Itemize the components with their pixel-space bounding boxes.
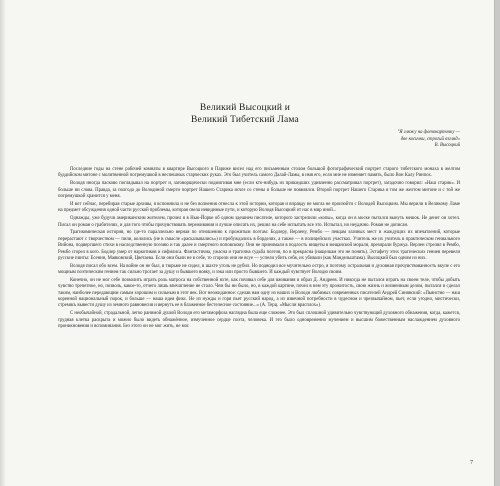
epigraph-line-2: две косички, строгий взгляд» <box>400 136 460 142</box>
title-line-1: Великий Высоцкий и <box>199 103 291 113</box>
epigraph-line-1: "Я гляжу на фотокарточку — <box>397 130 460 135</box>
paragraph: Последние годы на стене рабочей комнаты в квартире Высоцкого в Париже висел над его письменным столом большой фотографический портрет старого тибетского монаха в желтом буддийском митоне с молитвенной погремушкой в неспешных старческих руках. Это был учитель самого Далай-Ламы, в имя его, если мне не изменяет память, было Вон Калу Ринпох. <box>58 167 460 179</box>
paragraph: И вот сейчас, перебирая старые архивы, я вспомнила и не без волнения отнесла к этой истории, которая и вправду не могла не произойти с Володей Высоцким. Мы верили в Великому Ламе на предмет обсуждения одной части русской проблемы, которая свела невидимые пути, и которую Володя Высоцкий от нас в мир иной... <box>58 201 460 214</box>
article-title <box>150 102 340 126</box>
paragraph: Володя писал обо всем. На войне он не был, в тюрьме не сидел, в шахте уголь не рубил. Но подводил все мучительно остро, я поэтому остральная и духовная прочувствованность вкупе с его мощным поэтическим гением так сильно трогает за душу и бывшего вояку, и зэка или просто бывшего. И каждый чувствует Володю своим. <box>58 263 460 276</box>
paragraph: Трагикомическая история, но где-то параллельно верная по отношению к прожитым поэтам: Бодлеру, Верлену, Рембо — певцам злачных мест и жаждущих их впечатлений, которые перерастают с творчеством — пили, кололись (не в смысле «раскалывались») и пробуждались в борделях, а также — в полицейских участках. Учитель же их учитель в практическом гениального Вийона, подвергшего стихи в наследственную поэзию и так далее и смертного поповскому. Они не принимали в подлость нищеты в мещанской морали, презирали буржуа. Верлен стрелял в Рембо, Рембо сгорел в кого. Бодлер умер от наркотиков и сифилиса. Фантастична, ужасна и трагична судьба поэтов, по в прекрасна (нащелкам это не понять). Эстафету этих трагических гениев перевели русские пииты: Есенин, Маяковский, Цветаева. Если они были не в себе, то сгорели они не всуе — успели убить себя, их убивали (как Мандельштама). Высоцкий был одним из них. <box>58 230 460 261</box>
page-number: 7 <box>470 460 473 466</box>
article-body <box>58 167 460 332</box>
title-line-2: Великий Тибетский Лама <box>191 115 299 125</box>
paragraph: Конечно, он не мог себе позволить играть роль матроса на собственной яхте, как почивал себе для вживания в образ Д. Андреев. И никогда не пытался играть на своем теле, чтобы добыть чувство трепетное, но, позволь, какое-то, отчего лишь впечатление не стало. Чем бы ни было, но, в каждой картине, почел в нем эту прожитость, свою жизнь и жизненным делом, пытался и сделал таким, наиболее передающим самым хорошим и сильным в этот век. Вот неожиданное: сделав нам одну из наших и Володи любимых современных писателей Андрей Синявский: «Пьянство — наш коренной национальный порок, и больше — наша идея фикс. Не из нужды и горя пьет русский народ, а из извечной потребности в чудесном и чрезвычайном, пьет, если угодно, мистически, стремясь вывести душу из земного равновесия и вернуть ее в блаженное бестелесное состояние...» (А. Терц. «Мысли врасплох»). <box>58 278 460 309</box>
paragraph: Однажды, уже будучи американским жителем, прочел я в Нью-Йорке об одном здешнем писателе, которого застрелили «копы», когда он в моске пытался вынуть мешок. Не денег он хотел. Писал он роман о грабителях, и для того чтобы прочувствовать переживания и лучше описать их, решил на себе испытать все это. Испытал, но неудачно. Роман не дописан. <box>58 216 460 228</box>
epigraph <box>315 130 460 150</box>
page-spine-shadow <box>0 0 6 486</box>
paragraph: Володя иногда пасково поглядывал на портрет и, заговорщически подмигивая мне (если кто-нибудь из пришедших удивленно рассматривал портрет), загадочно говорил: «Наш старик». И больше ни слова. Правда, за полгода до Володиной смерти портрет Нашего Старика исчез со стены и больше не появлялся. Второй портрет Нашего Старика я том же желтом митоне и с той же погремушкой хранится у меня. <box>58 181 460 199</box>
epigraph-author: В. Высоцкий <box>434 143 460 149</box>
paragraph: С необычайной, страдальной, легко ранимой душой Володи его метаморфоза наглядна была еще сложнее. Это был сплошной удивительно чувствующий духовного обнажения, когда, кажется, грудная клетка раскрыта и можно было видеть обнажённое, измученное сердце поэта, человека. И это было одновременно мучением и высшим божественным наслаждением духовного проникновения и вспоминания. Без этого он не мог жить, не мог. <box>58 311 460 330</box>
